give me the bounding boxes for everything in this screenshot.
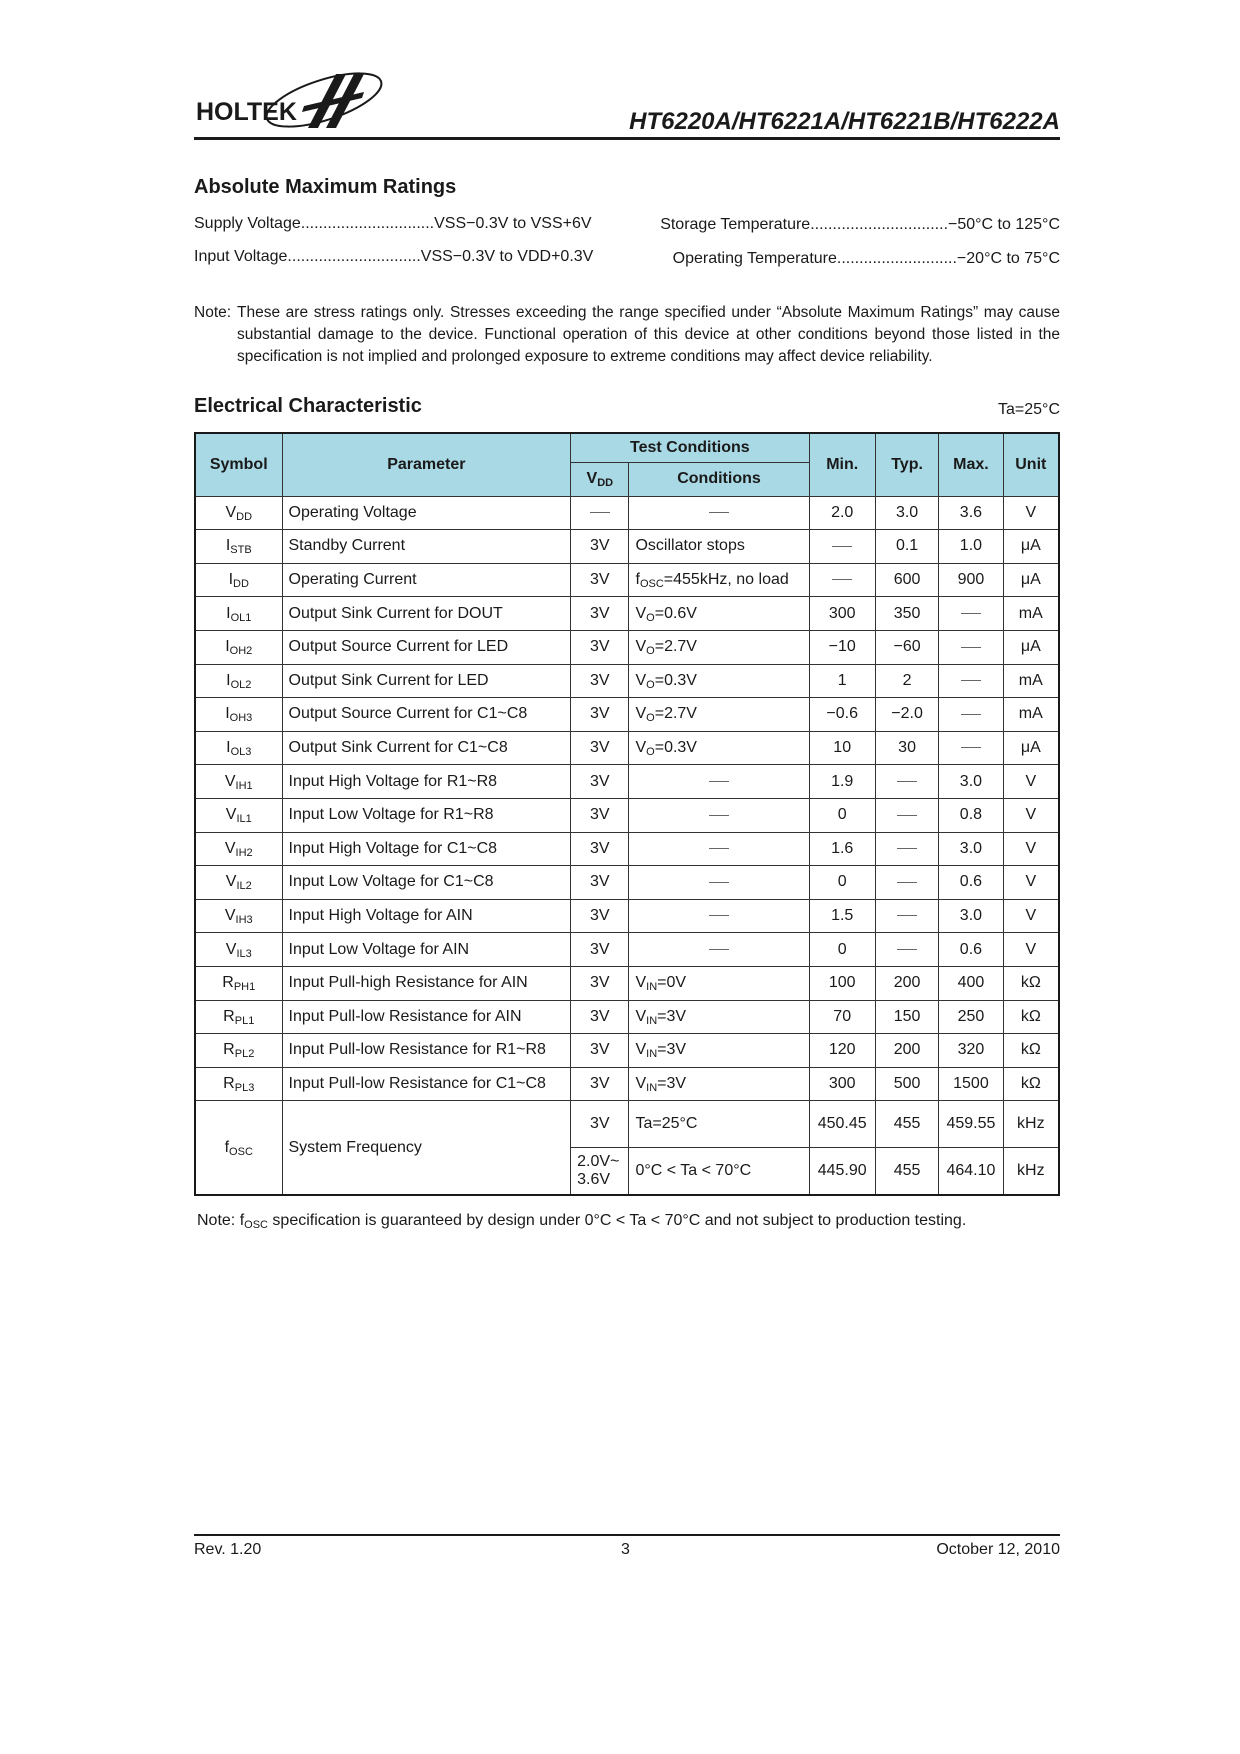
typ-cell: 455	[875, 1101, 938, 1148]
brand-text: HOLTEK	[196, 98, 297, 126]
symbol-cell: $f_{OSC}$	[195, 1101, 282, 1196]
storage-temp-value: −50°C to 125°C	[948, 216, 1060, 233]
min-cell: 70	[809, 1000, 875, 1034]
header-min: Min.	[809, 433, 875, 496]
ambient-temp: Ta=25°C	[998, 401, 1060, 418]
symbol-cell: $R_{PL3}$	[195, 1067, 282, 1101]
vdd-cell: 3V	[571, 664, 629, 698]
table-row	[195, 698, 1059, 732]
parameter-cell: Operating Current	[282, 563, 571, 597]
typ-cell: −2.0	[875, 698, 938, 732]
unit-cell: mA	[1003, 664, 1059, 698]
min-cell: 300	[809, 597, 875, 631]
max-cell: 900	[939, 563, 1003, 597]
footer-divider	[194, 1534, 1060, 1536]
parameter-cell: Input Low Voltage for R1~R8	[282, 798, 571, 832]
conditions-cell: Oscillator stops	[629, 530, 809, 564]
table-row	[195, 765, 1059, 799]
input-voltage-value: VSS−0.3V to VDD+0.3V	[420, 248, 594, 265]
operating-temp-spec: Operating Temperature...........................−20°C to 75°C	[672, 250, 1060, 267]
parameter-cell: Output Sink Current for LED	[282, 664, 571, 698]
typ-cell: 3.0	[875, 496, 938, 530]
publish-date: October 12, 2010	[936, 1541, 1060, 1558]
symbol-cell: $I_{STB}$	[195, 530, 282, 564]
max-cell	[939, 664, 1003, 698]
symbol-cell: $I_{OL2}$	[195, 664, 282, 698]
supply-voltage-label: Supply Voltage	[194, 215, 301, 232]
parameter-cell: Input Pull-low Resistance for R1~R8	[282, 1034, 571, 1068]
symbol-cell: $V_{IL3}$	[195, 933, 282, 967]
max-cell: 400	[939, 966, 1003, 1000]
unit-cell: kΩ	[1003, 1067, 1059, 1101]
electrical-heading: Electrical Characteristic	[194, 395, 422, 417]
min-cell: 445.90	[809, 1148, 875, 1196]
unit-cell: kHz	[1003, 1148, 1059, 1196]
unit-cell: V	[1003, 899, 1059, 933]
conditions-cell: $f_{OSC}=455kHz$, no load	[629, 563, 809, 597]
vdd-cell: 3V	[571, 933, 629, 967]
max-cell: 3.6	[939, 496, 1003, 530]
table-row	[195, 1101, 1059, 1148]
page-number: 3	[621, 1541, 630, 1558]
table-row	[195, 530, 1059, 564]
conditions-cell	[629, 899, 809, 933]
vdd-cell: 3V	[571, 866, 629, 900]
symbol-cell: $I_{OH3}$	[195, 698, 282, 732]
electrical-characteristics-table	[194, 432, 1060, 1196]
vdd-cell: 3V	[571, 1067, 629, 1101]
conditions-cell: $V_O=0.3V$	[629, 731, 809, 765]
vdd-cell: 3V	[571, 765, 629, 799]
conditions-cell	[629, 933, 809, 967]
symbol-cell: $V_{DD}$	[195, 496, 282, 530]
vdd-cell: 2.0V~ 3.6V	[571, 1148, 629, 1196]
vdd-cell: 3V	[571, 563, 629, 597]
parameter-cell: System Frequency	[282, 1101, 571, 1196]
min-cell: 1.6	[809, 832, 875, 866]
min-cell: −10	[809, 630, 875, 664]
typ-cell: 600	[875, 563, 938, 597]
min-cell: 120	[809, 1034, 875, 1068]
vdd-cell: 3V	[571, 798, 629, 832]
max-cell: 459.55	[939, 1101, 1003, 1148]
stress-note-text: These are stress ratings only. Stresses exceeding the range specified under “Absolute Maximum Ratings” may cause substantial damage to the device. Functional operation of this device at other conditions beyond those listed in the specification is not implied and prolonged exposure to extreme conditions may affect device reliability.	[237, 304, 1060, 365]
table-body	[195, 496, 1059, 1195]
conditions-cell: $V_O=2.7V$	[629, 630, 809, 664]
header-test-conditions: Test Conditions	[571, 433, 809, 463]
table-row	[195, 866, 1059, 900]
min-cell: −0.6	[809, 698, 875, 732]
unit-cell: μA	[1003, 630, 1059, 664]
parameter-cell: Standby Current	[282, 530, 571, 564]
max-cell: 320	[939, 1034, 1003, 1068]
table-row	[195, 496, 1059, 530]
conditions-cell: Ta=25°C	[629, 1101, 809, 1148]
parameter-cell: Output Sink Current for DOUT	[282, 597, 571, 631]
symbol-cell: $R_{PL2}$	[195, 1034, 282, 1068]
typ-cell: 500	[875, 1067, 938, 1101]
operating-temp-label: Operating Temperature	[672, 250, 837, 267]
vdd-cell: 3V	[571, 832, 629, 866]
symbol-cell: $R_{PL1}$	[195, 1000, 282, 1034]
max-cell: 1500	[939, 1067, 1003, 1101]
max-cell: 3.0	[939, 899, 1003, 933]
conditions-cell	[629, 866, 809, 900]
parameter-cell: Input High Voltage for R1~R8	[282, 765, 571, 799]
vdd-cell: 3V	[571, 966, 629, 1000]
unit-cell: kΩ	[1003, 1000, 1059, 1034]
parameter-cell: Input Pull-low Resistance for C1~C8	[282, 1067, 571, 1101]
parameter-cell: Output Source Current for LED	[282, 630, 571, 664]
operating-temp-value: −20°C to 75°C	[956, 250, 1060, 267]
parameter-cell: Output Source Current for C1~C8	[282, 698, 571, 732]
parameter-cell: Input Pull-low Resistance for AIN	[282, 1000, 571, 1034]
table-row	[195, 966, 1059, 1000]
conditions-cell	[629, 832, 809, 866]
header-typ: Typ.	[875, 433, 938, 496]
typ-cell: 200	[875, 966, 938, 1000]
symbol-cell: $V_{IL1}$	[195, 798, 282, 832]
revision: Rev. 1.20	[194, 1541, 262, 1558]
unit-cell: V	[1003, 496, 1059, 530]
table-row	[195, 798, 1059, 832]
symbol-cell: $V_{IH3}$	[195, 899, 282, 933]
typ-cell	[875, 765, 938, 799]
vdd-cell: 3V	[571, 1000, 629, 1034]
parameter-cell: Input Pull-high Resistance for AIN	[282, 966, 571, 1000]
supply-voltage-value: VSS−0.3V to VSS+6V	[434, 215, 592, 232]
min-cell: 100	[809, 966, 875, 1000]
typ-cell: 30	[875, 731, 938, 765]
table-row	[195, 1034, 1059, 1068]
min-cell: 2.0	[809, 496, 875, 530]
vdd-cell: 3V	[571, 1034, 629, 1068]
typ-cell	[875, 899, 938, 933]
min-cell: 10	[809, 731, 875, 765]
header-unit: Unit	[1003, 433, 1059, 496]
conditions-cell: $V_{IN}=3V$	[629, 1067, 809, 1101]
input-voltage-label: Input Voltage	[194, 248, 288, 265]
header-max: Max.	[939, 433, 1003, 496]
max-cell	[939, 731, 1003, 765]
unit-cell: μA	[1003, 731, 1059, 765]
min-cell	[809, 563, 875, 597]
max-cell: 3.0	[939, 765, 1003, 799]
min-cell	[809, 530, 875, 564]
table-row	[195, 664, 1059, 698]
table-row	[195, 563, 1059, 597]
max-cell	[939, 597, 1003, 631]
fosc-note: Note: $f_{OSC}$ specification is guaranteed by design under 0°C < Ta < 70°C and not subject to production testing.	[197, 1212, 967, 1231]
unit-cell: V	[1003, 933, 1059, 967]
vdd-cell: 3V	[571, 530, 629, 564]
unit-cell: μA	[1003, 530, 1059, 564]
typ-cell: 2	[875, 664, 938, 698]
typ-cell: −60	[875, 630, 938, 664]
vdd-cell: 3V	[571, 630, 629, 664]
vdd-cell: 3V	[571, 899, 629, 933]
fosc-note-text: specification is guaranteed by design under 0°C < Ta < 70°C and not subject to production testing.	[267, 1212, 967, 1229]
vdd-cell	[571, 496, 629, 530]
unit-cell: kΩ	[1003, 1034, 1059, 1068]
unit-cell: μA	[1003, 563, 1059, 597]
typ-cell	[875, 832, 938, 866]
typ-cell: 350	[875, 597, 938, 631]
min-cell: 0	[809, 933, 875, 967]
max-cell: 1.0	[939, 530, 1003, 564]
typ-cell: 0.1	[875, 530, 938, 564]
parameter-cell: Input High Voltage for AIN	[282, 899, 571, 933]
symbol-cell: $I_{DD}$	[195, 563, 282, 597]
max-cell: 250	[939, 1000, 1003, 1034]
min-cell: 450.45	[809, 1101, 875, 1148]
parameter-cell: Operating Voltage	[282, 496, 571, 530]
max-cell: 0.8	[939, 798, 1003, 832]
min-cell: 0	[809, 798, 875, 832]
symbol-cell: $I_{OL1}$	[195, 597, 282, 631]
supply-voltage-spec: Supply Voltage..............................VSS−0.3V to VSS+6V	[194, 215, 592, 232]
storage-temp-label: Storage Temperature	[660, 216, 811, 233]
parameter-cell: Input Low Voltage for AIN	[282, 933, 571, 967]
parameter-cell: Input High Voltage for C1~C8	[282, 832, 571, 866]
table-row	[195, 1067, 1059, 1101]
unit-cell: kΩ	[1003, 966, 1059, 1000]
parameter-cell: Input Low Voltage for C1~C8	[282, 866, 571, 900]
storage-temp-spec: Storage Temperature...............................−50°C to 125°C	[660, 216, 1060, 233]
typ-cell	[875, 933, 938, 967]
unit-cell: V	[1003, 765, 1059, 799]
conditions-cell: $V_{IN}=3V$	[629, 1034, 809, 1068]
table-row	[195, 899, 1059, 933]
stress-note-prefix: Note:	[194, 304, 232, 321]
symbol-cell: $V_{IL2}$	[195, 866, 282, 900]
symbol-cell: $I_{OH2}$	[195, 630, 282, 664]
conditions-cell: $V_O=2.7V$	[629, 698, 809, 732]
max-cell	[939, 698, 1003, 732]
table-row	[195, 832, 1059, 866]
parameter-cell: Output Sink Current for C1~C8	[282, 731, 571, 765]
typ-cell: 455	[875, 1148, 938, 1196]
typ-cell	[875, 866, 938, 900]
unit-cell: mA	[1003, 597, 1059, 631]
input-voltage-spec: Input Voltage..............................VSS−0.3V to VDD+0.3V	[194, 248, 594, 265]
unit-cell: kHz	[1003, 1101, 1059, 1148]
max-cell: 464.10	[939, 1148, 1003, 1196]
min-cell: 0	[809, 866, 875, 900]
vdd-cell: 3V	[571, 731, 629, 765]
header-conditions: Conditions	[629, 463, 809, 497]
stress-note	[194, 302, 1060, 368]
table-row	[195, 1000, 1059, 1034]
conditions-cell: $V_{IN}=3V$	[629, 1000, 809, 1034]
conditions-cell	[629, 496, 809, 530]
table-row	[195, 630, 1059, 664]
conditions-cell: $V_{IN}=0V$	[629, 966, 809, 1000]
header-parameter: Parameter	[282, 433, 571, 496]
min-cell: 1.9	[809, 765, 875, 799]
unit-cell: V	[1003, 866, 1059, 900]
symbol-cell: $R_{PH1}$	[195, 966, 282, 1000]
header-symbol: Symbol	[195, 433, 282, 496]
max-cell	[939, 630, 1003, 664]
typ-cell: 200	[875, 1034, 938, 1068]
symbol-cell: $V_{IH2}$	[195, 832, 282, 866]
header-divider	[194, 137, 1060, 140]
conditions-cell: 0°C < Ta < 70°C	[629, 1148, 809, 1196]
table-row	[195, 731, 1059, 765]
vdd-cell: 3V	[571, 597, 629, 631]
table-row	[195, 933, 1059, 967]
min-cell: 300	[809, 1067, 875, 1101]
symbol-cell: $V_{IH1}$	[195, 765, 282, 799]
max-cell: 3.0	[939, 832, 1003, 866]
typ-cell	[875, 798, 938, 832]
max-cell: 0.6	[939, 866, 1003, 900]
max-cell: 0.6	[939, 933, 1003, 967]
typ-cell: 150	[875, 1000, 938, 1034]
symbol-cell: $I_{OL3}$	[195, 731, 282, 765]
abs-max-heading: Absolute Maximum Ratings	[194, 176, 457, 198]
holtek-logo	[196, 66, 392, 138]
conditions-cell: $V_O=0.6V$	[629, 597, 809, 631]
unit-cell: V	[1003, 798, 1059, 832]
conditions-cell	[629, 765, 809, 799]
unit-cell: mA	[1003, 698, 1059, 732]
conditions-cell	[629, 798, 809, 832]
min-cell: 1.5	[809, 899, 875, 933]
unit-cell: V	[1003, 832, 1059, 866]
document-title: HT6220A/HT6221A/HT6221B/HT6222A	[629, 108, 1060, 135]
min-cell: 1	[809, 664, 875, 698]
table-row	[195, 597, 1059, 631]
conditions-cell: $V_O=0.3V$	[629, 664, 809, 698]
vdd-cell: 3V	[571, 698, 629, 732]
header-vdd: $V_{DD}$	[571, 463, 629, 497]
vdd-cell: 3V	[571, 1101, 629, 1148]
